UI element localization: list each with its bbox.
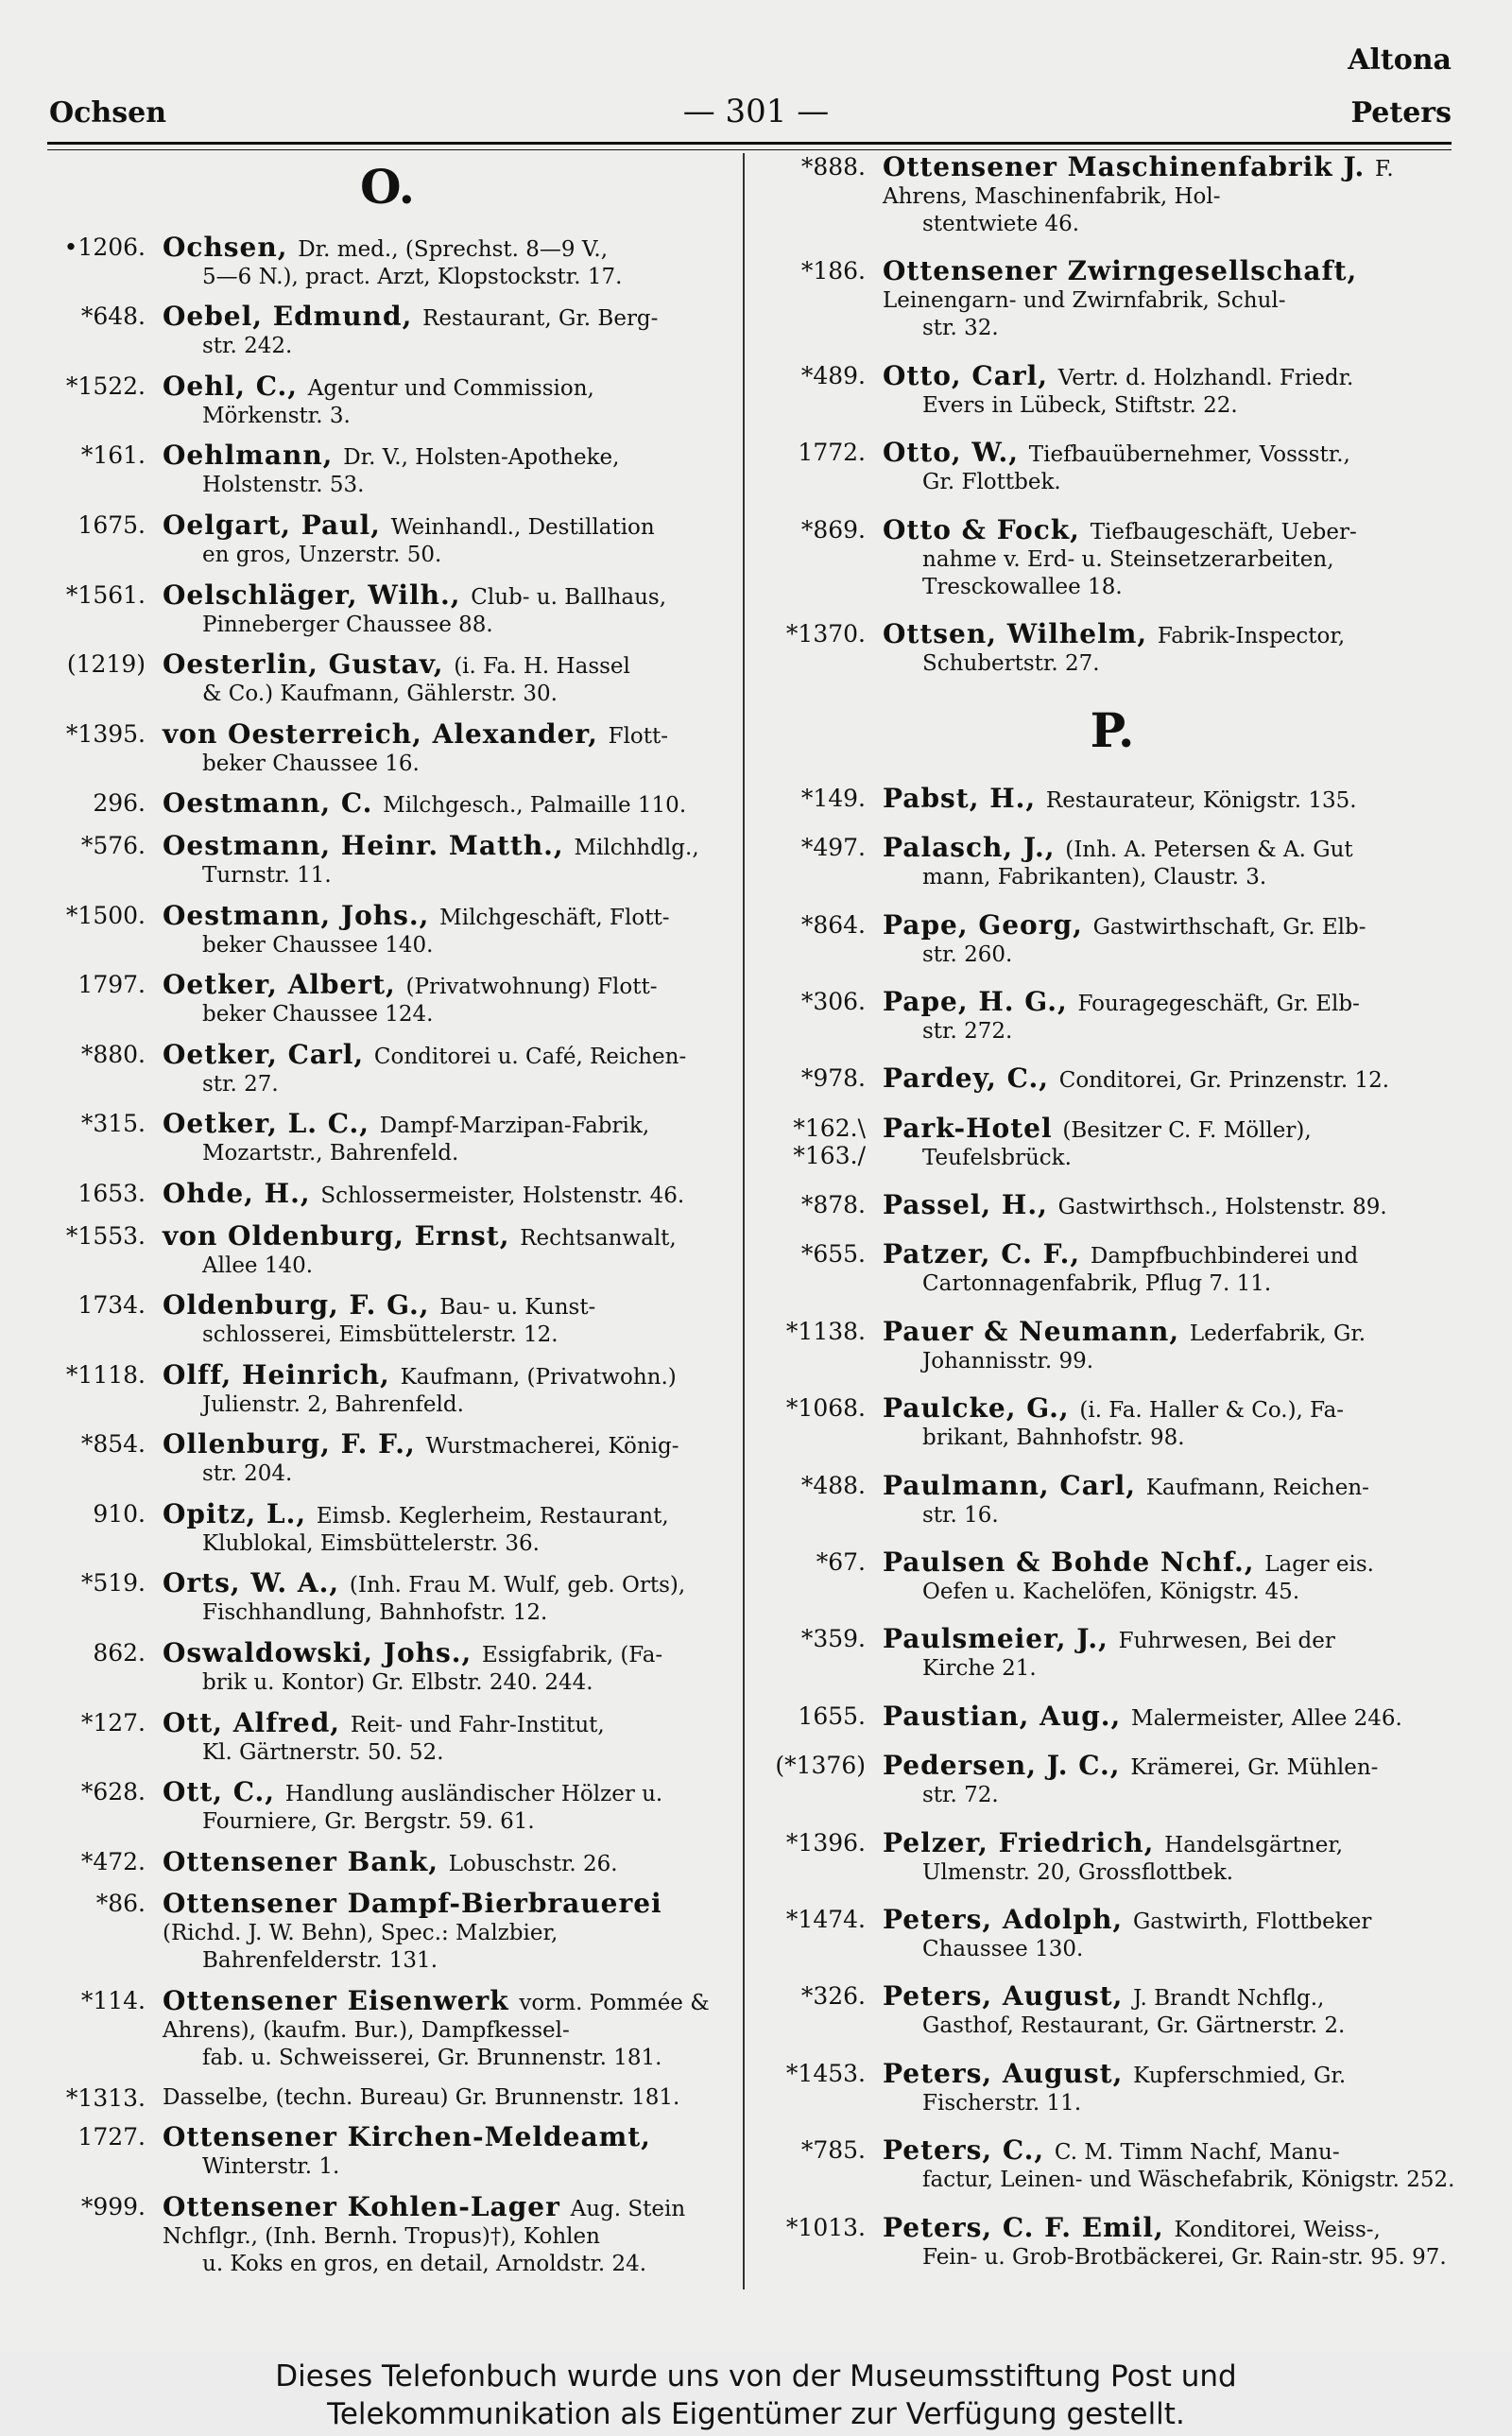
entry-detail: vorm. Pommée & Ahrens), (kaufm. Bur.), Dampfkessel- (163, 1991, 710, 2044)
subscriber-name: Ollenburg, F. F., (163, 1428, 426, 1460)
entry-detail: Flott- (608, 723, 669, 749)
phone-number: *1138. (785, 1317, 866, 1345)
subscriber-name: Oesterlin, Gustav, (163, 648, 455, 681)
entry-continuation: Kl. Gärtnerstr. 50. 52. (202, 1739, 444, 1765)
entry-continuation: u. Koks en gros, en detail, Arnoldstr. 24. (202, 2251, 647, 2276)
subscriber-name: Opitz, L., (163, 1497, 317, 1529)
directory-entry (767, 257, 1457, 342)
place-heading: Altona (1348, 43, 1452, 77)
phone-number: *1313. (65, 2083, 146, 2112)
entry-continuation: Kirche 21. (922, 1656, 1037, 1682)
subscriber-name: Ott, Alfred, (163, 1706, 351, 1738)
subscriber-name: Peters, Adolph, (883, 1903, 1133, 1935)
subscriber-name: Pedersen, J. C., (883, 1750, 1131, 1782)
entry-continuation: str. 242. (202, 334, 293, 359)
phone-number: 1675. (77, 510, 146, 539)
subscriber-name: Oebel, Edmund, (163, 301, 423, 333)
phone-number: *628. (80, 1778, 146, 1806)
entry-detail: Bau- u. Kunst- (439, 1295, 596, 1321)
directory-entry (767, 2057, 1457, 2117)
entry-continuation: Holstenstr. 53. (202, 473, 365, 498)
subscriber-name: Ottensener Eisenwerk (163, 1985, 520, 2017)
directory-entry (767, 1114, 1457, 1172)
phone-number: 1734. (77, 1291, 146, 1320)
entry-continuation: str. 72. (922, 1783, 999, 1808)
entry-detail: Gastwirth, Flottbeker (1132, 1909, 1372, 1934)
subscriber-name: Patzer, C. F., (883, 1238, 1091, 1270)
directory-entry (767, 1240, 1457, 1298)
phone-number: *497. (800, 834, 866, 862)
phone-number: *161. (80, 441, 146, 470)
subscriber-name: Peters, C., (883, 2134, 1055, 2167)
entry-continuation: & Co.) Kaufmann, Gählerstr. 30. (202, 682, 558, 707)
entry-continuation: str. 16. (922, 1502, 999, 1528)
phone-number: *67. (816, 1548, 866, 1577)
phone-number: 1772. (798, 439, 866, 467)
phone-number: *472. (80, 1847, 146, 1875)
directory-entry (767, 1469, 1457, 1529)
directory-entry (767, 439, 1457, 496)
entry-continuation: str. 27. (202, 1071, 279, 1097)
phone-number: *1370. (785, 619, 866, 648)
entry-detail: (i. Fa. Haller & Co.), Fa- (1079, 1398, 1345, 1424)
subscriber-name: Otto, Carl, (883, 359, 1058, 391)
subscriber-name: Paulsmeier, J., (883, 1623, 1119, 1655)
entry-detail: Leinengarn- und Zwirnfabrik, Schul- (883, 288, 1286, 314)
entry-detail: (Inh. A. Petersen & A. Gut (1065, 838, 1353, 863)
subscriber-name: Oehl, C., (163, 370, 308, 402)
phone-number: *326. (800, 1982, 866, 2011)
directory-entry (767, 2136, 1457, 2194)
phone-number: *869. (800, 515, 866, 544)
phone-number: *489. (800, 361, 866, 389)
phone-number: *880. (80, 1040, 146, 1068)
subscriber-name: Paulcke, G., (883, 1392, 1080, 1425)
notice-line-2: Telekommunikation als Eigentümer zur Verfügung gestellt. (327, 2397, 1185, 2431)
phone-number: *162.\ *163./ (793, 1114, 866, 1169)
entry-detail: Lager eis. (1264, 1552, 1374, 1578)
entry-detail: (Besitzer C. F. Möller), (1062, 1117, 1312, 1143)
directory-entry (47, 1291, 728, 1349)
directory-entry (47, 511, 728, 569)
subscriber-name: Oswaldowski, Johs., (163, 1637, 482, 1669)
subscriber-name: Ott, C., (163, 1776, 285, 1808)
entry-continuation: Fischerstr. 11. (922, 2090, 1082, 2116)
entry-detail: (Inh. Frau M. Wulf, geb. Orts), (349, 1573, 686, 1598)
subscriber-name: Olff, Heinrich, (163, 1358, 401, 1391)
directory-entry (767, 1191, 1457, 1221)
phone-number: *359. (800, 1625, 866, 1653)
entry-continuation: 5—6 N.), pract. Arzt, Klopstockstr. 17. (202, 264, 623, 289)
phone-number: (1219) (66, 650, 146, 679)
entry-continuation: Fein- u. Grob-Brotbäckerei, Gr. Rain-str. 95. 97. (922, 2244, 1447, 2270)
entry-detail: Milchgesch., Palmaille 110. (383, 793, 687, 819)
phone-number: *1522. (65, 371, 146, 400)
phone-number: *488. (800, 1471, 866, 1499)
phone-number: *1474. (785, 1905, 866, 1933)
subscriber-name: Passel, H., (883, 1189, 1058, 1221)
directory-entry (767, 1903, 1457, 1963)
phone-number: 1727. (77, 2123, 146, 2151)
entry-continuation: Ulmenstr. 20, Grossflottbek. (922, 1859, 1234, 1885)
phone-number: *186. (800, 257, 866, 285)
entry-continuation: fab. u. Schweisserei, Gr. Brunnenstr. 181. (202, 2046, 662, 2071)
phone-number: *1500. (65, 901, 146, 929)
entry-detail: Milchhdlg., (574, 835, 699, 860)
directory-entry (767, 782, 1457, 815)
phone-number: 1653. (77, 1179, 146, 1207)
directory-entry (47, 372, 728, 430)
phone-number: *785. (800, 2136, 866, 2165)
entry-detail: Kaufmann, (Privatwohn.) (400, 1364, 677, 1390)
directory-entry (767, 359, 1457, 420)
entry-continuation: mann, Fabrikanten), Claustr. 3. (922, 865, 1267, 890)
entry-continuation: factur, Leinen- und Wäschefabrik, Königstr. 252. (922, 2168, 1455, 2193)
section-letter: O. (359, 159, 416, 215)
directory-entry (767, 617, 1457, 678)
left-catchword: Ochsen (49, 96, 166, 130)
directory-entry (47, 233, 728, 291)
directory-entry (47, 717, 728, 778)
entry-continuation: Schubertstr. 27. (922, 650, 1100, 676)
subscriber-name: Peters, C. F. Emil, (883, 2211, 1175, 2243)
entry-continuation: str. 260. (922, 942, 1013, 967)
subscriber-name: von Oldenburg, Ernst, (163, 1219, 521, 1252)
entry-detail: Dr. V., Holsten-Apotheke, (343, 445, 620, 471)
entry-detail: Restaurant, Gr. Berg- (422, 306, 659, 332)
subscriber-name: Oldenburg, F. G., (163, 1289, 440, 1322)
entry-detail: Malermeister, Allee 246. (1131, 1705, 1402, 1731)
entry-continuation: Cartonnagenfabrik, Pflug 7. 11. (922, 1271, 1272, 1297)
phone-number: *864. (800, 910, 866, 939)
subscriber-name: Ottsen, Wilhelm, (883, 617, 1158, 649)
directory-entry (767, 1826, 1457, 1887)
phone-number: •1206. (63, 233, 146, 261)
directory-entry (47, 1778, 728, 1836)
phone-number: *1068. (785, 1394, 866, 1423)
directory-entry (767, 2211, 1457, 2272)
directory-entry (47, 650, 728, 708)
phone-number: *519. (80, 1569, 146, 1598)
subscriber-name: Pauer & Neumann, (883, 1315, 1190, 1347)
directory-entry (47, 789, 728, 820)
phone-number: *149. (800, 784, 866, 812)
subscriber-name: Pelzer, Friedrich, (883, 1826, 1165, 1858)
column-divider (743, 153, 745, 2289)
entry-continuation: en gros, Unzerstr. 50. (202, 542, 442, 567)
subscriber-name: Oehlmann, (163, 440, 344, 472)
subscriber-name: Ottensener Bank, (163, 1845, 449, 1877)
entry-detail: Handelsgärtner, (1164, 1832, 1344, 1857)
entry-detail: J. Brandt Nchflg., (1133, 1986, 1325, 2012)
entry-detail: Gastwirthschaft, Gr. Elb- (1092, 914, 1366, 940)
directory-entry (767, 834, 1457, 891)
directory-entry (47, 971, 728, 1028)
phone-number: *648. (80, 302, 146, 331)
directory-entry (47, 1497, 728, 1558)
entry-detail: Conditorei u. Café, Reichen- (373, 1044, 687, 1069)
entry-continuation: Chaussee 130. (922, 1936, 1084, 1961)
entry-detail: Eimsb. Keglerheim, Restaurant, (316, 1503, 669, 1529)
entry-detail: Wurstmacherei, König- (425, 1434, 679, 1460)
directory-entry (47, 1706, 728, 1767)
entry-continuation: brikant, Bahnhofstr. 98. (922, 1425, 1185, 1451)
entry-detail: Club- u. Ballhaus, (471, 584, 667, 610)
entry-continuation: Oefen u. Kachelöfen, Königstr. 45. (922, 1580, 1300, 1605)
phone-number: *854. (80, 1430, 146, 1459)
directory-entry (47, 1038, 728, 1098)
entry-detail: Fouragegeschäft, Gr. Elb- (1077, 991, 1360, 1016)
entry-continuation: stentwiete 46. (922, 212, 1080, 236)
directory-entry (767, 1548, 1457, 1606)
subscriber-name: Paulmann, Carl, (883, 1469, 1146, 1501)
entry-continuation: str. 32. (922, 316, 999, 341)
subscriber-name: Ochsen, (163, 231, 299, 263)
phone-number: *315. (80, 1110, 146, 1138)
directory-entry (47, 899, 728, 959)
directory-entry (47, 441, 728, 499)
right-column (767, 153, 1457, 2290)
entry-continuation: schlosserei, Eimsbüttelerstr. 12. (202, 1322, 558, 1348)
entry-continuation: Winterstr. 1. (202, 2154, 340, 2180)
entry-detail: Handlung ausländischer Hölzer u. (284, 1782, 663, 1807)
entry-continuation: Evers in Lübeck, Stiftstr. 22. (922, 392, 1238, 418)
directory-entry (767, 1702, 1457, 1733)
subscriber-name: Pabst, H., (883, 782, 1046, 814)
entry-detail: Kaufmann, Reichen- (1145, 1475, 1369, 1500)
phone-number: (*1376) (775, 1752, 866, 1780)
left-column (47, 153, 728, 2289)
subscriber-name: Ottensener Kirchen-Meldeamt, (163, 2121, 651, 2153)
entry-continuation: Gr. Flottbek. (922, 470, 1061, 495)
directory-entry (47, 1219, 728, 1280)
entry-detail: Tiefbauübernehmer, Vossstr., (1028, 442, 1350, 468)
entry-continuation: Bahrenfelderstr. 131. (202, 1948, 438, 1974)
directory-entry (47, 581, 728, 639)
directory-entry (47, 2123, 728, 2181)
entry-detail: Lederfabrik, Gr. (1189, 1321, 1366, 1346)
directory-entry (47, 2190, 728, 2278)
entry-continuation: Teufelsbrück. (922, 1145, 1072, 1170)
entry-continuation: Fourniere, Gr. Bergstr. 59. 61. (202, 1809, 535, 1835)
phone-number: *1396. (785, 1828, 866, 1857)
entry-detail: Krämerei, Gr. Mühlen- (1130, 1755, 1379, 1781)
directory-entry (767, 1394, 1457, 1452)
entry-continuation: Allee 140. (202, 1253, 314, 1278)
directory-entry (767, 908, 1457, 969)
phone-number: *878. (800, 1191, 866, 1219)
directory-entry (767, 1982, 1457, 2040)
directory-entry (767, 1315, 1457, 1375)
directory-entry (47, 1430, 728, 1488)
header-rule-thin (47, 149, 1452, 150)
entry-detail: Agentur und Commission, (307, 375, 594, 401)
entry-continuation: Pinneberger Chaussee 88. (202, 612, 493, 637)
entry-detail: Schlossermeister, Holstenstr. 46. (320, 1183, 685, 1208)
entry-detail: Rechtsanwalt, (520, 1225, 677, 1251)
entry-continuation: str. 272. (922, 1018, 1013, 1044)
directory-entry (47, 302, 728, 360)
phone-number: *1453. (785, 2059, 866, 2087)
directory-entry (767, 985, 1457, 1045)
subscriber-name: Ottensener Maschinenfabrik J. (883, 151, 1376, 182)
directory-entry (767, 513, 1457, 601)
entry-detail: (Privatwohnung) Flott- (405, 975, 658, 1000)
subscriber-name: von Oesterreich, Alexander, (163, 717, 609, 750)
section-letter: P. (1090, 702, 1135, 759)
entry-detail: Tiefbaugeschäft, Ueber- (1090, 519, 1357, 544)
phone-number: *86. (95, 1890, 146, 1918)
entry-continuation: beker Chaussee 140. (202, 932, 434, 958)
phone-number: *655. (800, 1240, 866, 1269)
right-catchword: Peters (1350, 96, 1452, 130)
page-number: — 301 — (682, 93, 830, 130)
subscriber-name: Otto & Fock, (883, 513, 1091, 545)
subscriber-name: Peters, August, (883, 2057, 1134, 2089)
entry-continuation: nahme v. Erd- u. Steinsetzerarbeiten, Tresckowallee 18. (922, 546, 1334, 599)
phone-number: *1395. (65, 719, 146, 748)
phone-number: 1797. (77, 971, 146, 999)
subscriber-name: Oestmann, Heinr. Matth., (163, 829, 575, 861)
entry-continuation: beker Chaussee 124. (202, 1002, 434, 1028)
directory-entry (47, 1639, 728, 1697)
directory-entry (47, 2084, 728, 2112)
entry-detail: Konditorei, Weiss-, (1174, 2217, 1381, 2242)
entry-detail: Dasselbe, (techn. Bureau) Gr. Brunnenstr. 181. (163, 2084, 680, 2110)
phone-number: *1013. (785, 2213, 866, 2241)
subscriber-name: Oestmann, C. (163, 787, 384, 820)
phone-number: 910. (93, 1499, 146, 1528)
phone-number: *576. (80, 831, 146, 859)
subscriber-name: Peters, August, (883, 1980, 1134, 2013)
entry-continuation: Johannisstr. 99. (922, 1348, 1094, 1373)
entry-continuation: Mörkenstr. 3. (202, 403, 351, 428)
entry-detail: Restaurateur, Königstr. 135. (1045, 787, 1357, 813)
entry-continuation: brik u. Kontor) Gr. Elbstr. 240. 244. (202, 1670, 593, 1696)
entry-detail: Dr. med., (Sprechst. 8—9 V., (298, 236, 609, 262)
entry-detail: Fabrik-Inspector, (1157, 623, 1346, 648)
subscriber-name: Oestmann, Johs., (163, 899, 440, 931)
directory-entry (47, 829, 728, 890)
directory-entry (47, 1987, 728, 2072)
entry-continuation: Fischhandlung, Bahnhofstr. 12. (202, 1600, 548, 1626)
directory-entry (47, 1358, 728, 1419)
entry-detail: (i. Fa. H. Hassel (454, 654, 630, 680)
phone-number: *888. (800, 153, 866, 181)
subscriber-name: Pardey, C., (883, 1063, 1059, 1095)
entry-detail: Fuhrwesen, Bei der (1118, 1629, 1335, 1654)
entry-detail: Weinhandl., Destillation (390, 514, 655, 540)
subscriber-name: Oetker, L. C., (163, 1108, 380, 1140)
entry-detail: Gastwirthsch., Holstenstr. 89. (1057, 1195, 1387, 1220)
directory-entry (47, 1110, 728, 1167)
phone-number: *114. (80, 1987, 146, 2015)
phone-number: *1553. (65, 1221, 146, 1250)
entry-detail: Essigfabrik, (Fa- (481, 1643, 663, 1668)
phone-number: 296. (93, 789, 146, 818)
subscriber-name: Orts, W. A., (163, 1567, 350, 1599)
entry-continuation: Gasthof, Restaurant, Gr. Gärtnerstr. 2. (922, 2013, 1346, 2039)
entry-detail: C. M. Timm Nachf, Manu- (1054, 2140, 1340, 2166)
notice-line-1: Dieses Telefonbuch wurde uns von der Museumsstiftung Post und (275, 2359, 1237, 2393)
entry-continuation: str. 204. (202, 1461, 293, 1487)
entry-detail: Conditorei, Gr. Prinzenstr. 12. (1058, 1068, 1390, 1094)
entry-detail: Dampf-Marzipan-Fabrik, (379, 1114, 650, 1139)
phone-number: *999. (80, 2192, 146, 2220)
entry-continuation: Julienstr. 2, Bahrenfeld. (202, 1391, 464, 1417)
ownership-notice (0, 2352, 1512, 2436)
subscriber-name: Oelschläger, Wilh., (163, 579, 472, 611)
phone-number: *127. (80, 1708, 146, 1736)
entry-continuation: Mozartstr., Bahrenfeld. (202, 1141, 459, 1166)
directory-entry (767, 1752, 1457, 1809)
entry-detail: Vertr. d. Holzhandl. Friedr. (1057, 365, 1354, 390)
subscriber-name: Ottensener Zwirngesellschaft, (883, 255, 1358, 287)
entry-detail: Kupferschmied, Gr. (1133, 2063, 1347, 2088)
subscriber-name: Oetker, Albert, (163, 969, 406, 1001)
subscriber-name: Pape, H. G., (883, 985, 1078, 1017)
entry-detail: Milchgeschäft, Flott- (439, 905, 670, 930)
directory-entry (767, 153, 1457, 238)
phone-number: *306. (800, 987, 866, 1015)
subscriber-name: Park-Hotel (883, 1112, 1063, 1144)
subscriber-name: Paustian, Aug., (883, 1700, 1132, 1732)
entry-detail: F. Ahrens, Maschinenfabrik, Hol- (883, 157, 1394, 209)
subscriber-name: Oetker, Carl, (163, 1038, 374, 1070)
entry-continuation: beker Chaussee 16. (202, 751, 420, 776)
entry-continuation: Turnstr. 11. (202, 862, 332, 888)
subscriber-name: Ottensener Kohlen-Lager (163, 2190, 571, 2222)
phone-number: *978. (800, 1064, 866, 1093)
subscriber-name: Oelgart, Paul, (163, 509, 391, 541)
phone-number: 862. (93, 1639, 146, 1667)
directory-entry (47, 1177, 728, 1210)
entry-continuation: Klublokal, Eimsbüttelerstr. 36. (202, 1530, 540, 1556)
directory-entry (767, 1625, 1457, 1683)
entry-detail: Lobuschstr. 26. (448, 1851, 618, 1876)
subscriber-name: Ohde, H., (163, 1177, 321, 1209)
directory-entry (47, 1569, 728, 1627)
directory-entry (767, 1064, 1457, 1095)
subscriber-name: Ottensener Dampf-Bierbrauerei (163, 1888, 662, 1920)
entry-detail: (Richd. J. W. Behn), Spec.: Malzbier, (163, 1921, 558, 1946)
directory-entry (47, 1890, 728, 1975)
entry-detail: Reit- und Fahr-Institut, (350, 1712, 605, 1737)
subscriber-name: Paulsen & Bohde Nchf., (883, 1546, 1265, 1579)
phone-number: *1118. (65, 1360, 146, 1389)
subscriber-name: Pape, Georg, (883, 908, 1093, 941)
subscriber-name: Otto, W., (883, 437, 1029, 469)
entry-detail: Dampfbuchbinderei und (1090, 1244, 1359, 1270)
header-rule-thick (47, 142, 1452, 145)
phone-number: 1655. (798, 1702, 866, 1730)
phone-number: *1561. (65, 580, 146, 609)
entry-detail: Aug. Stein Nchflgr., (Inh. Bernh. Tropus)†), Kohlen (163, 2196, 686, 2249)
subscriber-name: Palasch, J., (883, 832, 1066, 864)
directory-entry (47, 1845, 728, 1878)
